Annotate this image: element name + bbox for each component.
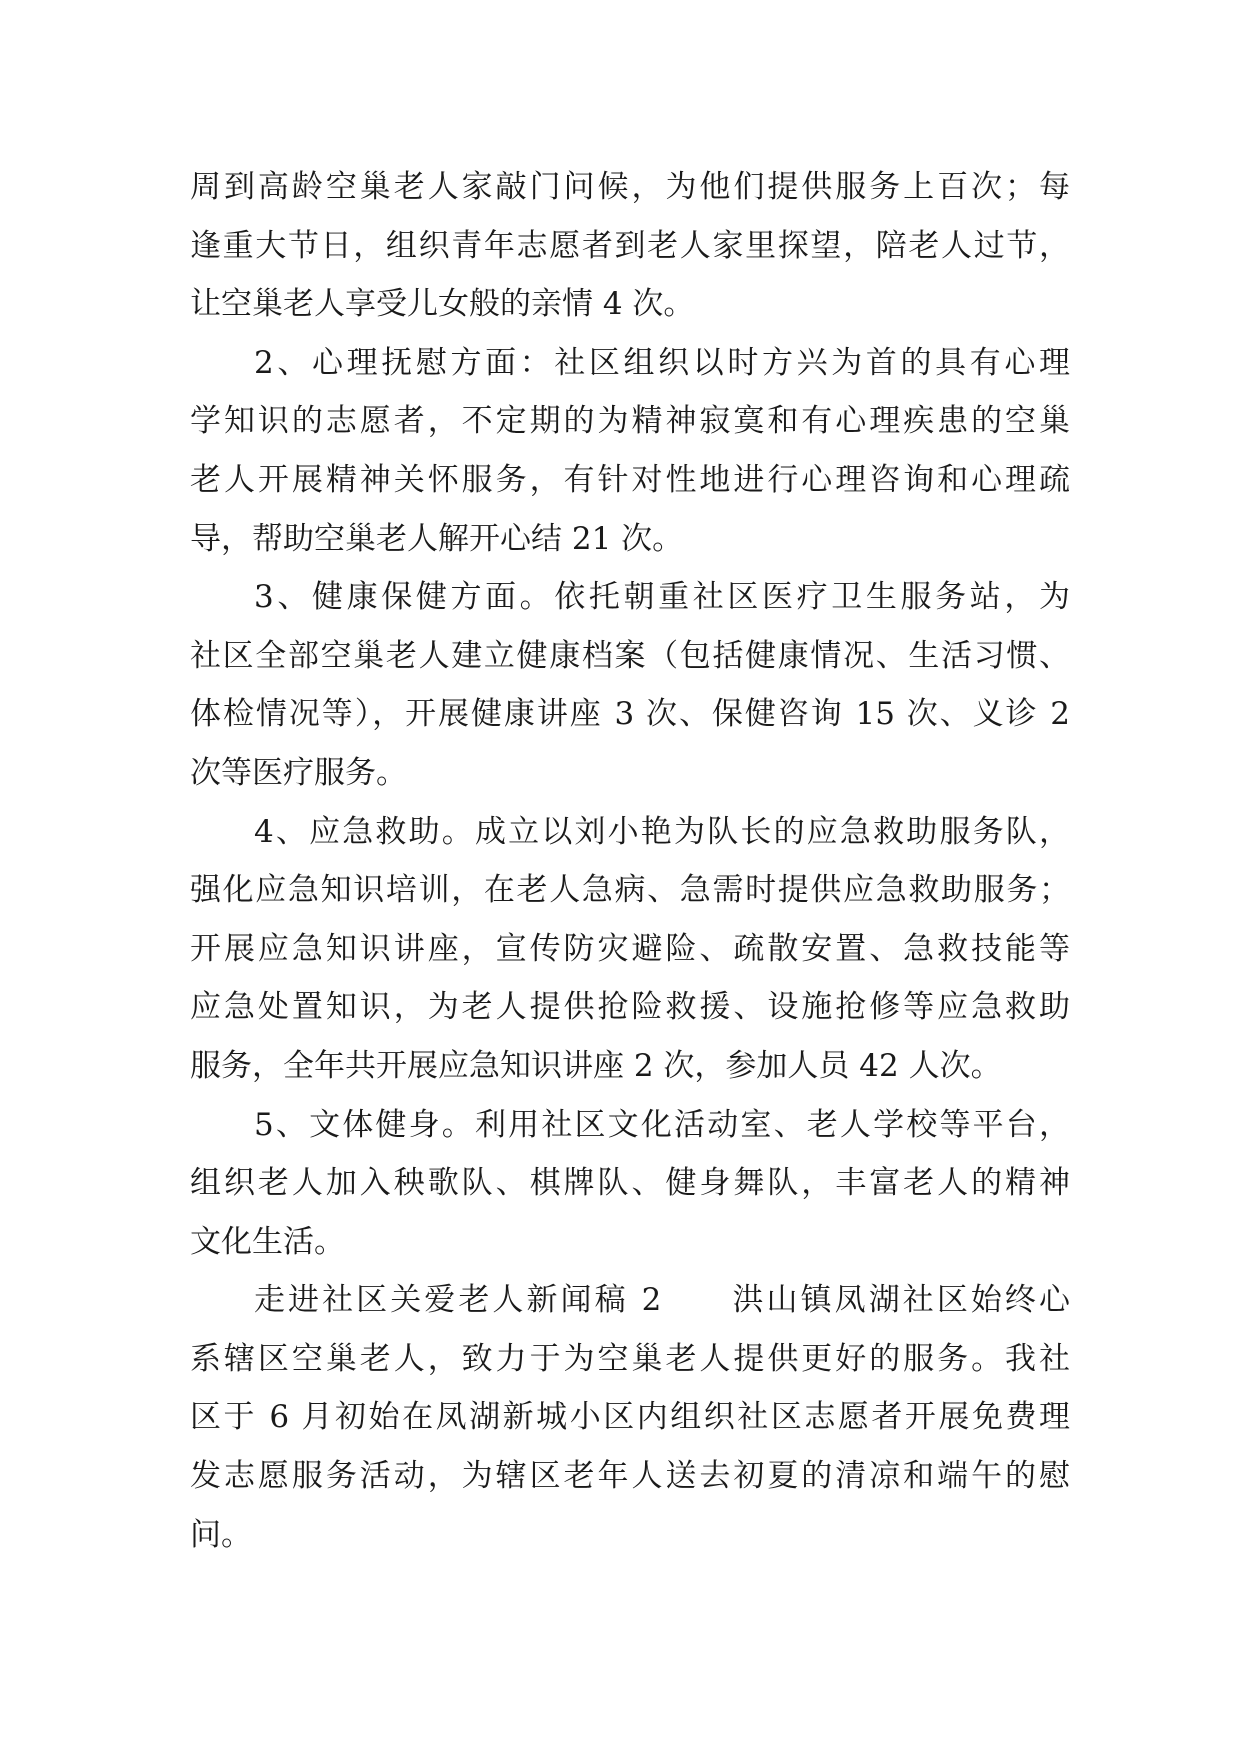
text-line: 问。 <box>190 1516 252 1553</box>
text-line: 应急处置知识，为老人提供抢险救援、设施抢修等应急救助 <box>190 989 1070 1026</box>
text-line: 发志愿服务活动，为辖区老年人送去初夏的清凉和端午的慰 <box>190 1458 1070 1495</box>
document-body <box>190 158 1070 1564</box>
text-line: 4、应急救助。成立以刘小艳为队长的应急救助服务队， <box>254 813 1070 850</box>
text-line: 系辖区空巢老人，致力于为空巢老人提供更好的服务。我社 <box>190 1340 1070 1377</box>
text-line: 服务，全年共开展应急知识讲座 2 次，参加人员 42 人次。 <box>190 1047 1002 1084</box>
text-line: 体检情况等），开展健康讲座 3 次、保健咨询 15 次、义诊 2 <box>190 696 1070 733</box>
text-line: 社区全部空巢老人建立健康档案（包括健康情况、生活习惯、 <box>190 637 1070 674</box>
text-line: 2、心理抚慰方面：社区组织以时方兴为首的具有心理 <box>254 344 1070 381</box>
text-line: 老人开展精神关怀服务，有针对性地进行心理咨询和心理疏 <box>190 461 1070 498</box>
text-line: 走进社区关爱老人新闻稿 2 洪山镇凤湖社区始终心 <box>254 1282 1070 1319</box>
text-line: 文化生活。 <box>190 1223 345 1260</box>
text-line: 让空巢老人享受儿女般的亲情 4 次。 <box>190 286 695 323</box>
text-line: 开展应急知识讲座，宣传防灾避险、疏散安置、急救技能等 <box>190 930 1070 967</box>
text-line: 3、健康保健方面。依托朝重社区医疗卫生服务站，为 <box>254 579 1070 616</box>
text-line: 周到高龄空巢老人家敲门问候，为他们提供服务上百次；每 <box>190 169 1070 205</box>
text-line: 逢重大节日，组织青年志愿者到老人家里探望，陪老人过节， <box>190 227 1070 264</box>
text-line: 次等医疗服务。 <box>190 754 407 791</box>
text-line: 区于 6 月初始在凤湖新城小区内组织社区志愿者开展免费理 <box>190 1399 1070 1436</box>
text-line: 强化应急知识培训，在老人急病、急需时提供应急救助服务； <box>190 872 1070 909</box>
text-line: 组织老人加入秧歌队、棋牌队、健身舞队，丰富老人的精神 <box>190 1165 1070 1202</box>
text-line: 学知识的志愿者，不定期的为精神寂寞和有心理疾患的空巢 <box>190 403 1070 440</box>
text-line: 5、文体健身。利用社区文化活动室、老人学校等平台， <box>254 1106 1070 1143</box>
text-line: 导，帮助空巢老人解开心结 21 次。 <box>190 520 684 557</box>
